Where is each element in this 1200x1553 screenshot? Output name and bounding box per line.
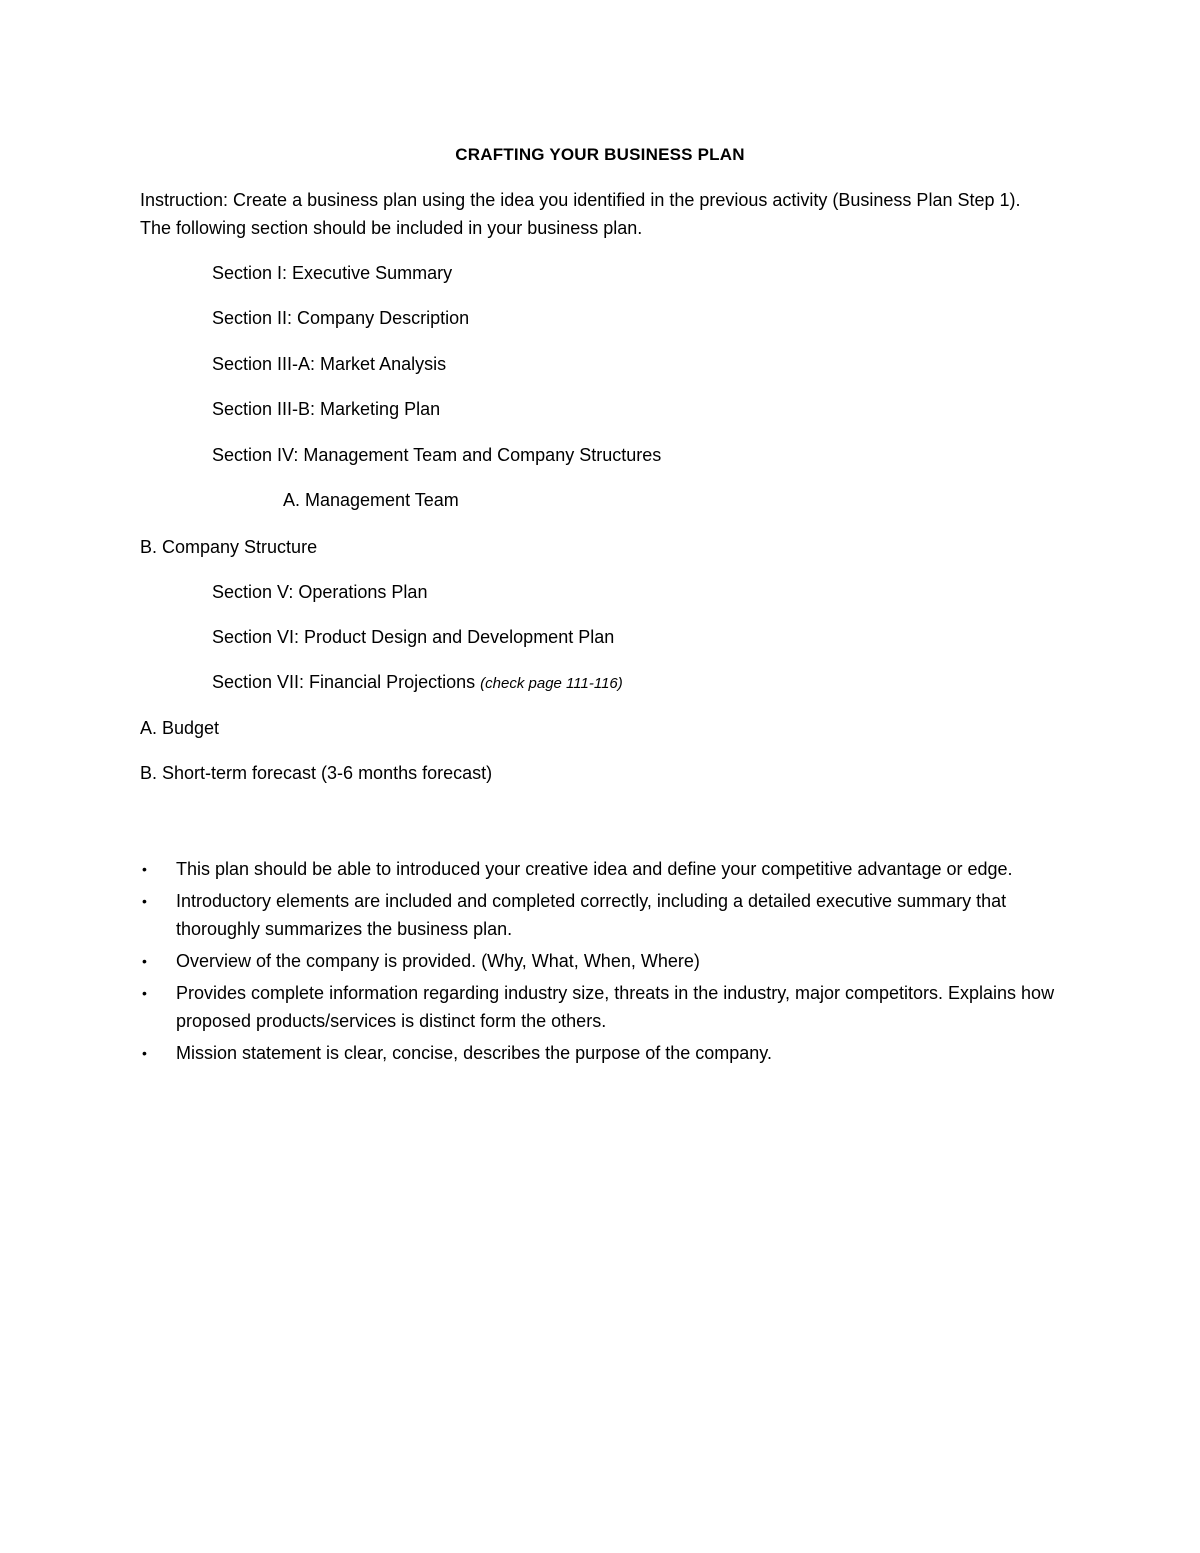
list-item-text: Provides complete information regarding industry size, threats in the industry, major competitors. Explains how proposed products/services is distinct form the others. — [176, 983, 1055, 1031]
list-item — [140, 979, 1070, 1035]
section-7-item-b: B. Short-term forecast (3-6 months forecast) — [140, 763, 493, 783]
section-5: Section V: Operations Plan — [212, 582, 428, 602]
list-item-text: This plan should be able to introduced your creative idea and define your competitive advantage or edge. — [176, 859, 1013, 879]
list-item — [140, 1039, 1070, 1067]
section-7-item-a: A. Budget — [140, 718, 220, 738]
bullet-icon: • — [142, 985, 147, 1001]
list-item — [140, 947, 1070, 975]
section-7 — [212, 670, 623, 696]
bullet-icon: • — [142, 1045, 147, 1061]
list-item — [140, 887, 1070, 943]
section-7-note: (check page 111-116) — [480, 675, 623, 692]
page-title: CRAFTING YOUR BUSINESS PLAN — [455, 145, 745, 164]
list-item-text: Introductory elements are included and completed correctly, including a detailed executive summary that thoroughly summarizes the business plan. — [176, 891, 1007, 939]
section-4-item-a: A. Management Team — [283, 490, 459, 510]
list-item-text: Mission statement is clear, concise, describes the purpose of the company. — [176, 1043, 772, 1063]
requirements-list — [140, 855, 1070, 1071]
bullet-icon: • — [142, 953, 147, 969]
section-4: Section IV: Management Team and Company Structures — [212, 445, 662, 465]
section-6: Section VI: Product Design and Development Plan — [212, 627, 615, 647]
bullet-icon: • — [142, 861, 147, 877]
section-7-label: Section VII: Financial Projections — [212, 672, 476, 692]
section-3a: Section III-A: Market Analysis — [212, 354, 447, 374]
section-1: Section I: Executive Summary — [212, 263, 453, 283]
instruction-paragraph: Instruction: Create a business plan using the idea you identified in the previous activity (Business Plan Step 1). The following section should be included in your business plan. — [140, 190, 1021, 238]
bullet-icon: • — [142, 893, 147, 909]
list-item — [140, 855, 1070, 883]
section-2: Section II: Company Description — [212, 308, 470, 328]
list-item-text: Overview of the company is provided. (Why, What, When, Where) — [176, 951, 700, 971]
section-4-item-b: B. Company Structure — [140, 537, 318, 557]
section-3b: Section III-B: Marketing Plan — [212, 399, 441, 419]
